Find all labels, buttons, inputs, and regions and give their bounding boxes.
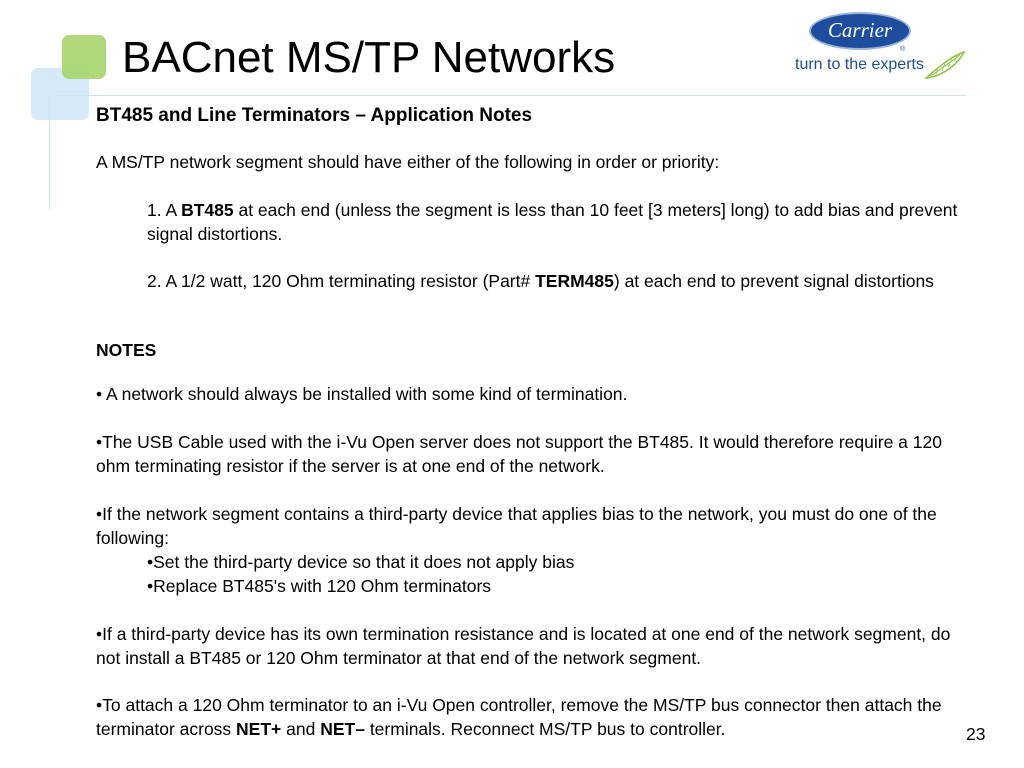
decorative-vertical-line (49, 95, 50, 210)
decorative-green-square (62, 35, 106, 79)
list-item-2-suffix: ) at each end to prevent signal distortions (613, 271, 934, 291)
note-4: •If a third-party device has its own termination resistance and is located at one end of the network segment, do not install a BT485 or 120 Ohm terminator at that end of the network segment. (96, 624, 951, 668)
slide-title: BACnet MS/TP Networks (122, 33, 616, 82)
intro-paragraph: A MS/TP network segment should have either of the following in order or priority: (96, 152, 720, 172)
list-item-2 (147, 269, 977, 293)
note-2: •The USB Cable used with the i-Vu Open server does not support the BT485. It would therefore require a 120 ohm terminating resistor if the server is at one end of the network. (96, 432, 942, 476)
note-5-middle: and (281, 719, 321, 739)
note-5 (96, 693, 976, 741)
note-5-net-plus: NET+ (236, 719, 282, 739)
note-5-suffix: terminals. Reconnect MS/TP bus to controller. (364, 719, 726, 739)
list-item-1-suffix: at each end (unless the segment is less than 10 feet [3 meters] long) to add bias and prevent signal distortions. (147, 200, 958, 244)
carrier-logo (792, 10, 972, 84)
logo-brand-oval: Carrier (809, 12, 911, 50)
logo-registered-mark: ® (900, 46, 906, 53)
section-heading: BT485 and Line Terminators – Application Notes (96, 105, 533, 126)
note-3: •If the network segment contains a third-party device that applies bias to the network, you must do one of the following: (96, 504, 937, 548)
title-underline (56, 95, 966, 96)
note-5-prefix: •To attach a 120 Ohm terminator to an i-Vu Open controller, remove the MS/TP bus connector then attach the terminator across (96, 695, 942, 739)
leaf-icon (924, 50, 966, 80)
list-item-2-prefix: 2. A 1/2 watt, 120 Ohm terminating resistor (Part# (147, 271, 536, 291)
note-1: • A network should always be installed with some kind of termination. (96, 384, 628, 404)
note-5-net-minus: NET– (320, 719, 365, 739)
page-number: 23 (966, 724, 986, 744)
note-3-sub-2: •Replace BT485's with 120 Ohm terminators (147, 576, 492, 596)
logo-tagline: turn to the experts (795, 56, 924, 73)
notes-heading: NOTES (96, 340, 157, 360)
list-item-1-bold: BT485 (181, 200, 234, 220)
list-item-1 (147, 198, 977, 246)
list-item-2-bold: TERM485 (535, 271, 614, 291)
note-3-sub-1: •Set the third-party device so that it does not apply bias (147, 552, 575, 572)
list-item-1-prefix: 1. A (147, 200, 182, 220)
